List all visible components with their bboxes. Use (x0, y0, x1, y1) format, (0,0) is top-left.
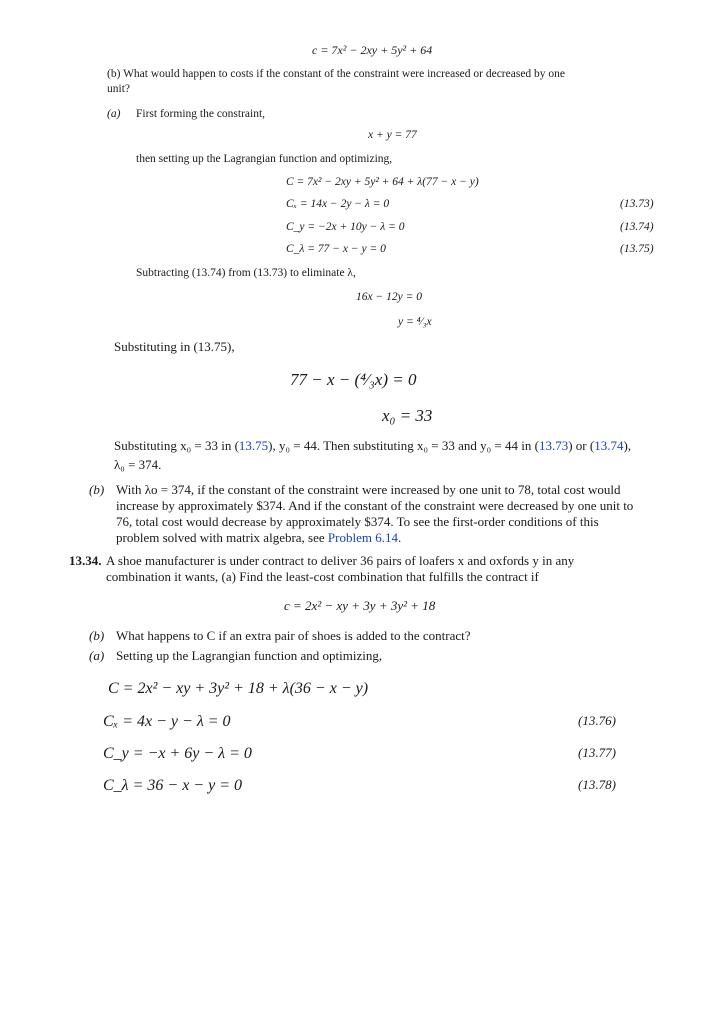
part-b-question-line2: unit? (107, 83, 130, 95)
lambda0-line: λ₀ = 374. (114, 457, 162, 472)
eq2-clambda: C_λ = 36 − x − y = 0 (103, 777, 242, 794)
tag-13-73: (13.73) (620, 198, 654, 210)
problem-line1: A shoe manufacturer is under contract to deliver 36 pairs of loafers x and oxfords y in any (106, 553, 575, 568)
part-b2-label: (b) (89, 628, 105, 643)
problem-line2: combination it wants, (a) Find the least-cost combination that fulfills the contract if (106, 569, 539, 584)
part-b-line4-text: problem solved with matrix algebra, see (116, 530, 328, 545)
subtracting-line: Subtracting (13.74) from (13.73) to eliminate λ, (136, 267, 356, 279)
substituting-line: Substituting in (13.75), (114, 339, 235, 354)
subst-text-4: ), (623, 438, 632, 453)
eq-x0: x₀ = 33 (382, 406, 433, 425)
part-b-label: (b) (89, 482, 105, 497)
ref-13-73-link[interactable]: 13.73 (538, 438, 569, 453)
eq-77: 77 − x − (⁴⁄₃x) = 0 (290, 370, 417, 389)
ref-13-74-link[interactable]: 13.74 (594, 438, 624, 453)
substituting-result-line (114, 438, 631, 454)
part-b-line3: 76, total cost would decrease by approximately $374. To see the first-order conditions of this (116, 514, 599, 529)
eq-y: y = ⁴⁄₃x (398, 316, 432, 328)
ref-13-75-link[interactable]: 13.75 (238, 438, 269, 453)
part-a2-text: Setting up the Lagrangian function and optimizing, (116, 648, 383, 663)
top-cost-equation: c = 7x² − 2xy + 5y² + 64 (312, 43, 433, 57)
tag-13-76: (13.76) (578, 713, 616, 728)
lagrangian-equation: C = 7x² − 2xy + 5y² + 64 + λ(77 − x − y) (286, 176, 479, 188)
part-b2-text: What happens to C if an extra pair of shoes is added to the contract? (116, 628, 471, 643)
part-b-line4 (116, 530, 401, 546)
tag-13-74: (13.74) (620, 221, 654, 233)
subst-text-2: ), y₀ = 44. Then substituting x₀ = 33 and y₀ = 44 in ( (268, 438, 539, 453)
subst-text-1: Substituting x₀ = 33 in ( (114, 438, 239, 453)
part-a-intro: First forming the constraint, (136, 108, 266, 120)
tag-13-78: (13.78) (578, 777, 616, 792)
eq-16x: 16x − 12y = 0 (356, 291, 422, 303)
eq2-cy: C_y = −x + 6y − λ = 0 (103, 745, 252, 762)
problem-number: 13.34. (69, 553, 102, 568)
subst-text-3: ) or ( (568, 438, 595, 453)
eq-clambda: C_λ = 77 − x − y = 0 (286, 243, 386, 255)
lagrangian2-equation: C = 2x² − xy + 3y² + 18 + λ(36 − x − y) (108, 680, 369, 697)
part-b-line1: With λo = 374, if the constant of the constraint were increased by one unit to 78, total cost would (116, 482, 621, 497)
eq-cx: Cₓ = 14x − 2y − λ = 0 (286, 198, 390, 210)
part-b-line2: increase by approximately $374. And if the constant of the constraint were decreased by one unit to (116, 498, 634, 513)
constraint-equation: x + y = 77 (368, 129, 417, 141)
part-b-line4-end: . (397, 530, 402, 545)
part-a-label: (a) (107, 108, 121, 120)
lagrange-intro: then setting up the Lagrangian function and optimizing, (136, 153, 393, 165)
part-a2-label: (a) (89, 648, 105, 663)
part-b-question-line1: (b) What would happen to costs if the constant of the constraint were increased or decreased by one (107, 68, 566, 80)
eq2-cx: Cₓ = 4x − y − λ = 0 (103, 713, 231, 730)
eq-cy: C_y = −2x + 10y − λ = 0 (286, 221, 405, 233)
problem-6-14-link[interactable]: Problem 6.14 (327, 530, 398, 545)
tag-13-75: (13.75) (620, 243, 654, 255)
tag-13-77: (13.77) (578, 745, 616, 760)
cost-equation: c = 2x² − xy + 3y + 3y² + 18 (284, 598, 436, 613)
